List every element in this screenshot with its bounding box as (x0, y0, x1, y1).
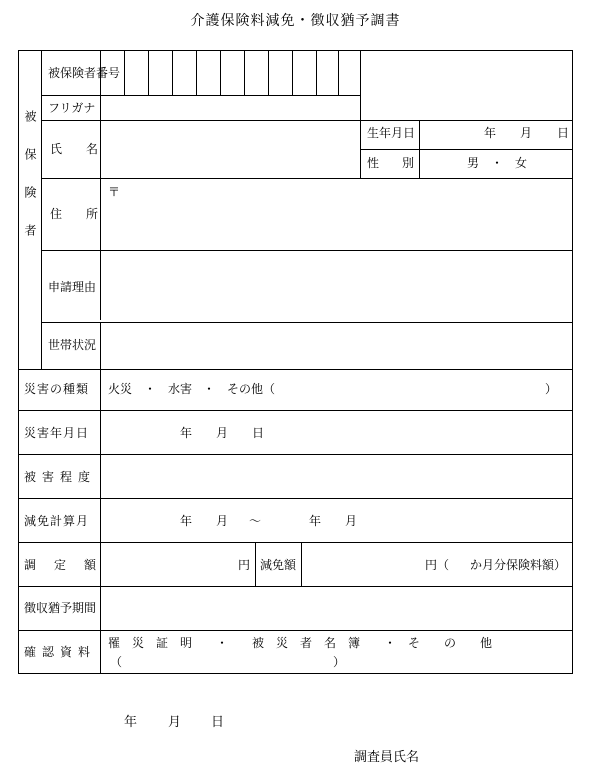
insured-number-box-divider (124, 50, 125, 95)
insured-number-box-divider (196, 50, 197, 95)
address-label-1: 住 (50, 207, 63, 221)
row-divider-d (18, 542, 573, 543)
deferral-period-label: 徴収猶予期間 (24, 601, 97, 615)
birth-day: 日 (557, 126, 570, 140)
disaster-type-close-paren: ） (545, 382, 558, 396)
insured-number-box-divider (360, 50, 361, 178)
reduction-period-label: 減免計算月 (24, 514, 90, 528)
damage-degree-label: 被害程度 (24, 470, 97, 484)
assessed-label-3: 額 (84, 558, 97, 572)
assessed-label-1: 調 (24, 558, 37, 572)
reduction-amount-label: 減免額 (260, 558, 297, 572)
assessed-yen: 円 (238, 558, 251, 572)
address-label-2: 所 (86, 207, 99, 221)
reduction-period-year-2: 年 (309, 514, 322, 528)
investigator-name-label: 調査員氏名 (354, 750, 420, 765)
reduction-period-month-2: 月 (345, 514, 358, 528)
birth-year: 年 (484, 126, 497, 140)
insured-row-divider-5 (41, 322, 573, 323)
row-divider-e (18, 586, 573, 587)
insured-row-divider-3 (41, 178, 573, 179)
insured-number-box-divider (268, 50, 269, 95)
disaster-type-flood: 水害 (168, 382, 193, 396)
monthly-premium-note: か月分保険料額） (470, 558, 567, 572)
disaster-type-label: 災害の種類 (24, 382, 90, 396)
reduction-period-month-1: 月 (216, 514, 229, 528)
insured-number-box-divider (316, 50, 317, 95)
footer-month: 月 (168, 715, 182, 730)
household-col-divider (100, 322, 101, 370)
gender-options: 男 ・ 女 (467, 156, 528, 170)
insured-row-divider-1 (41, 95, 360, 96)
furigana-label: フリガナ (48, 101, 96, 115)
insured-number-label: 被保険者番号 (48, 66, 121, 80)
reason-label: 申請理由 (48, 280, 97, 294)
name-label-2: 名 (86, 142, 99, 156)
disaster-date-month: 月 (216, 426, 229, 440)
disaster-block (18, 369, 573, 674)
insured-col-divider (100, 50, 101, 320)
gender-label-1: 性 (367, 156, 380, 170)
insured-number-box-divider (220, 50, 221, 95)
assessed-label-2: 定 (54, 558, 67, 572)
footer-day: 日 (211, 715, 225, 730)
reduction-yen: 円（ (425, 558, 450, 572)
assessed-divider-2 (301, 542, 302, 586)
row-divider-a (18, 410, 573, 411)
insured-number-box-divider (292, 50, 293, 95)
household-label: 世帯状況 (48, 338, 97, 352)
birth-gender-row-divider (360, 149, 573, 150)
gender-label-2: 別 (402, 156, 415, 170)
assessed-divider-1 (255, 542, 256, 586)
disaster-date-label: 災害年月日 (24, 426, 90, 440)
reduction-period-tilde: ～ (249, 514, 262, 528)
row-divider-c (18, 498, 573, 499)
birth-month: 月 (520, 126, 533, 140)
disaster-type-dot-1: ・ (144, 382, 157, 396)
confirmation-label: 確認資料 (24, 645, 97, 659)
confirmation-paren-close: ） (333, 655, 346, 669)
name-label-1: 氏 (50, 142, 63, 156)
disaster-date-day: 日 (252, 426, 265, 440)
insured-number-box-divider (338, 50, 339, 95)
form-title: 介護保険料減免・徴収猶予調書 (190, 13, 401, 29)
insured-number-box-divider (148, 50, 149, 95)
disaster-date-year: 年 (180, 426, 193, 440)
insured-vertical-label: 被保険者 (23, 110, 37, 262)
confirmation-options: 罹 災 証 明 ・ 被 災 者 名 簿 ・ そ の 他 (108, 636, 493, 650)
birth-label: 生年月日 (367, 126, 416, 140)
disaster-type-other: その他（ (227, 382, 276, 396)
row-divider-b (18, 454, 573, 455)
row-divider-f (18, 630, 573, 631)
insured-row-divider-4 (41, 250, 573, 251)
disaster-col-divider (100, 369, 101, 674)
insured-row-divider-2 (41, 120, 573, 121)
footer-year: 年 (124, 715, 138, 730)
postal-mark: 〒 (108, 185, 121, 199)
confirmation-paren-open: （ (110, 655, 123, 669)
reduction-period-year-1: 年 (180, 514, 193, 528)
disaster-type-dot-2: ・ (203, 382, 216, 396)
disaster-type-fire: 火災 (108, 382, 133, 396)
insured-number-box-divider (172, 50, 173, 95)
insured-number-box-divider (244, 50, 245, 95)
